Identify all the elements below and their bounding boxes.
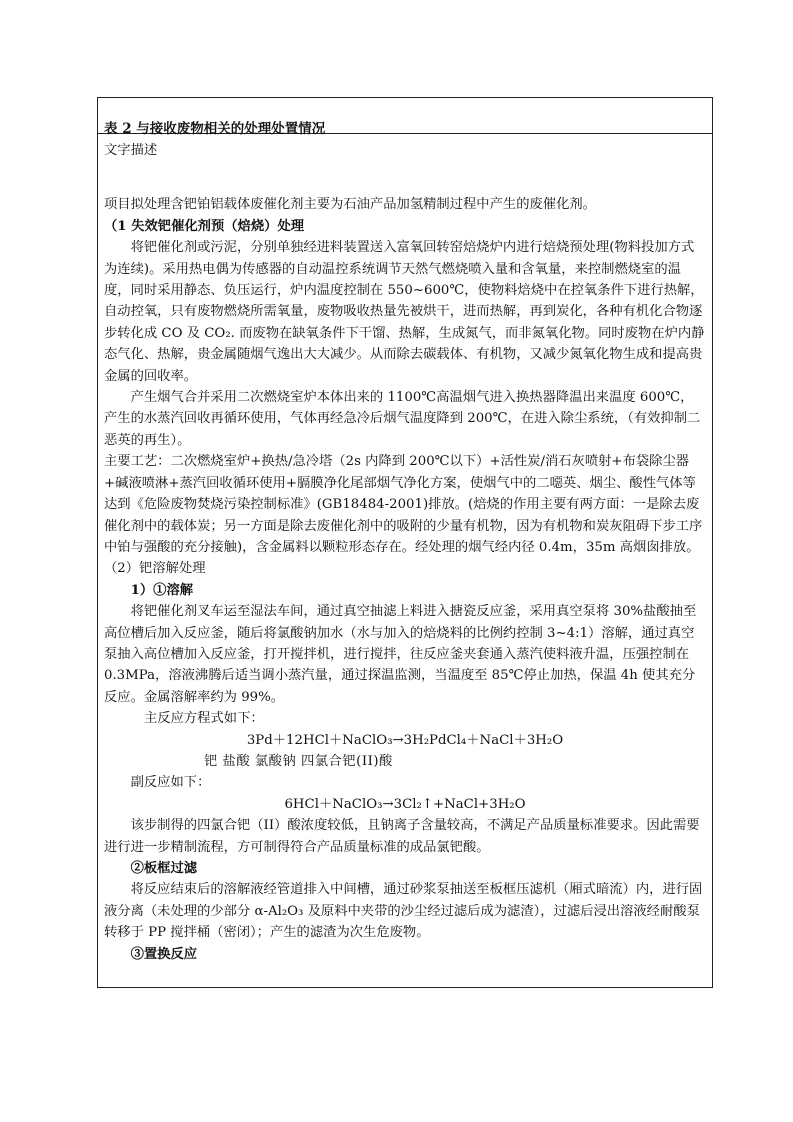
subsection-1-paragraph-1: 将钯催化剂叉车运至湿法车间，通过真空抽滤上料进入搪瓷反应釜，采用真空泵将 30%盐酸抽至高位槽后加入反应釜，随后将氯酸钠加水（水与加入的焙烧料的比例约控制 3~4:1）溶解，通过真空泵抽入高位槽加入反应釜，打开搅拌机，进行搅拌，往反应釜夹套通入蒸汽使料液升温，压强控制在 0.3MPa，溶液沸腾后适当调小蒸汽量，通过探温监测，当温度至 85℃停止加热，保温 4h 使其充分反应。金属溶解率约为 99%。: [104, 604, 697, 705]
subsection-1-title: 1）①溶解: [130, 582, 194, 598]
main-reaction-species-names: 钯 盐酸 氯酸钠 四氯合钯(II)酸: [204, 753, 393, 769]
subsection-2-title: ②板框过滤: [130, 861, 198, 876]
section-1-paragraph-2: 产生烟气合并采用二次燃烧室炉本体出来的 1100℃高温烟气进入换热器降温出来温度 600℃，产生的水蒸汽回收再循环使用，气体再经急冷后烟气温度降到 200℃，在进入除尘系统，（有效抑制二恶英的再生）。: [104, 390, 701, 448]
spacer: [104, 161, 706, 194]
intro-paragraph: 项目拟处理含钯铂铝载体废催化剂主要为石油产品加氢精制过程中产生的废催化剂。: [104, 197, 596, 213]
subsection-2-paragraph-1: 将反应结束后的溶解液经管道排入中间槽，通过砂浆泵抽送至板框压滤机（厢式暗流）内，进行固液分离（未处理的少部分 α-Al₂O₃ 及原料中夹带的沙尘经过滤后成为滤渣），过滤后浸出溶液经耐酸泵转移于 PP 搅拌桶（密闭）；产生的滤渣为次生危废物。: [104, 882, 703, 941]
side-reaction-label: 副反应如下：: [130, 775, 211, 791]
table-content: [98, 134, 712, 965]
process-table: [97, 97, 713, 988]
section-1-paragraph-3: 主要工艺：二次燃烧室炉+换热/急冷塔（2s 内降到 200℃以下）+活性炭/消石灰喷射+布袋除尘器+碱液喷淋+蒸汽回收循环使用+膈膜净化尾部烟气净化方案，使烟气中的二噁英、烟尘、酸性气体等达到《危险废物焚烧污染控制标准》(GB18484-2001)排放。(焙烧的作用主要有两方面：一是除去废催化剂中的载体炭；另一方面是除去废催化剂中的吸附的少量有机物，因为有机物和炭灰阻碍下步工序中铂与强酸的充分接触)，含金属料以颗粒形态存在。经处理的烟气经内径 0.4m，35m 高烟囱排放。: [104, 454, 703, 555]
table-title: 表 2 与接收废物相关的处理处置情况: [98, 98, 712, 134]
main-reaction-label: 主反应方程式如下：: [144, 711, 264, 727]
main-reaction-equation: 3Pd＋12HCl＋NaClO₃→3H₂PdCl₄＋NaCl＋3H₂O: [246, 732, 564, 748]
subtitle: 文字描述: [104, 143, 158, 158]
section-1-paragraph-1: 将钯催化剂或污泥，分别单独经进料装置送入富氧回转窑焙烧炉内进行焙烧预处理(物料投加方式为连续)。采用热电偶为传感器的自动温控系统调节天然气燃烧喷入量和含氧量，来控制燃烧室的温度，同时采用静态、负压运行，炉内温度控制在 550~600℃，使物料焙烧中在控氧条件下进行热解，自动控氧，只有废物燃烧所需氧量，废物吸收热量先被烘干，进而热解，再到炭化，各种有机化合物逐步转化成 CO 及 CO₂. 而废物在缺氧条件下干馏、热解，生成氮气，而非氮氧化物。同时废物在炉内静态气化、热解，贵金属随烟气逸出大大减少。从而除去碳载体、有机物，又减少氮氧化物生成和提高贵金属的回收率。: [104, 240, 705, 384]
subsection-3-title: ③置换反应: [130, 946, 198, 962]
subsection-1-paragraph-2: 该步制得的四氯合钯（II）酸浓度较低，且钠离子含量较高，不满足产品质量标准要求。因此需要进行进一步精制流程，方可制得符合产品质量标准的成品氯钯酸。: [104, 818, 700, 855]
side-reaction-equation: 6HCl＋NaClO₃→3Cl₂↑+NaCl+3H₂O: [284, 796, 526, 812]
section-2-title: （2）钯溶解处理: [104, 561, 206, 577]
section-1-title: （1 失效钯催化剂预（焙烧）处理: [104, 218, 305, 234]
